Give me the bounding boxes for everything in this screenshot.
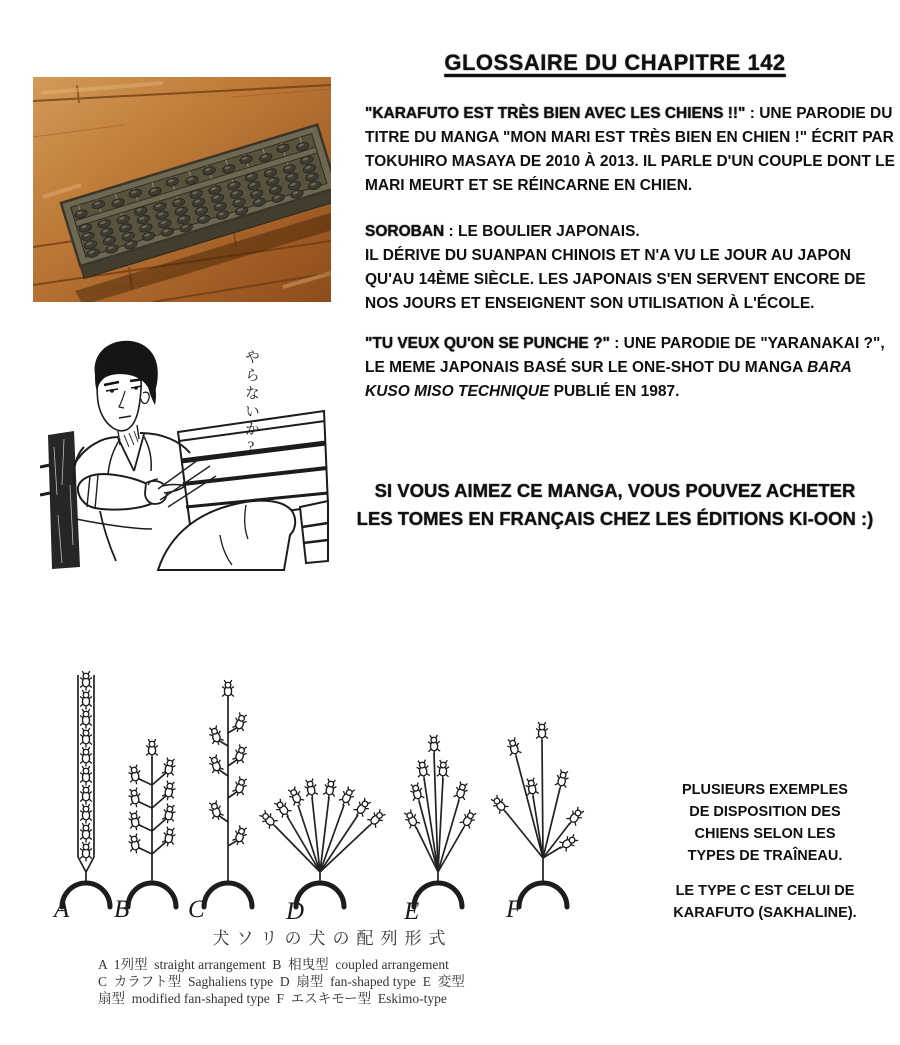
entry-definition-lead: LE BOULIER JAPONAIS. [458,223,640,240]
side-note-line: PLUSIEURS EXEMPLES [682,782,848,798]
glossary-entry-karafuto [365,102,895,198]
arrangement-label-d: D [286,898,305,925]
speech-text-vertical: やらないか? [243,349,259,458]
caption-line: 扇型 modified fan-shaped type F エスキモー型 Eskimo-type [98,991,447,1006]
promo-line-2: LES TOMES EN FRANÇAIS CHEZ LES ÉDITIONS KI-OON :) [356,508,874,529]
diagram-side-note [655,779,875,924]
entry-separator: : [745,105,760,122]
side-note-line: CHIENS SELON LES [694,826,836,842]
entry-term: "TU VEUX QU'ON SE PUNCHE ?" [365,335,610,352]
arrangement-label-f: F [506,896,522,923]
diagram-caption [60,924,605,1007]
caption-line: C カラフト型 Saghaliens type D 扇型 fan-shaped type E 変型 [98,974,465,989]
arrangement-label-e: E [404,898,420,925]
glossary-entry-punche [365,332,895,404]
entry-definition: UNE PARODIE DE "YARANAKAI ?", LE MEME JAPONAIS BASÉ SUR LE ONE-SHOT DU MANGA [365,335,885,376]
entry-term: "KARAFUTO EST TRÈS BIEN AVEC LES CHIENS !!" [365,105,746,122]
glossary-entry-soroban [365,220,895,316]
promo-note [355,477,875,533]
soroban-photo [33,77,331,302]
entry-definition: UNE PARODIE DU TITRE DU MANGA "MON MARI EST TRÈS BIEN EN CHIEN !" ÉCRIT PAR TOKUHIRO MASAYA DE 2010 À 2013. IL PARLE D'UN COUPLE DONT LE MARI MEURT ET SE RÉINCARNE EN CHIEN. [365,105,895,194]
side-note-line: DE DISPOSITION DES [689,804,841,820]
entry-definition-end: PUBLIÉ EN 1987. [549,383,680,400]
sled-arrangements [62,671,586,907]
entry-separator: : [609,335,624,352]
side-note-line: LE TYPE C EST CELUI DE [675,883,855,899]
entry-separator: : [444,223,459,240]
promo-line-1: SI VOUS AIMEZ CE MANGA, VOUS POUVEZ ACHETER [374,480,856,501]
entry-term: SOROBAN [365,223,445,240]
caption-line: A 1列型 straight arrangement B 相曳型 coupled arrangement [98,957,449,972]
side-note-line: KARAFUTO (SAKHALINE). [673,905,857,921]
arrangement-label-c: C [188,896,205,923]
side-note-line: TYPES DE TRAÎNEAU. [687,848,843,864]
page-title: GLOSSAIRE DU CHAPITRE 142 [444,50,786,75]
dark-post [40,431,80,569]
entry-definition: IL DÉRIVE DU SUANPAN CHINOIS ET N'A VU LE JOUR AU JAPON QU'AU 14ÈME SIÈCLE. LES JAPONAIS S'EN SERVENT ENCORE DE NOS JOURS ET ENSEIGNENT SON UTILISATION À L'ÉCOLE. [365,247,866,312]
arrangement-label-b: B [114,896,130,923]
arrangement-label-a: A [54,896,70,923]
sled-diagram [42,645,622,935]
manga-title-italic: BARA KUSO MISO TECHNIQUE [365,359,852,400]
manga-panel [40,335,330,575]
caption-title-japanese: 犬ソリの犬の配列形式 [212,929,453,948]
